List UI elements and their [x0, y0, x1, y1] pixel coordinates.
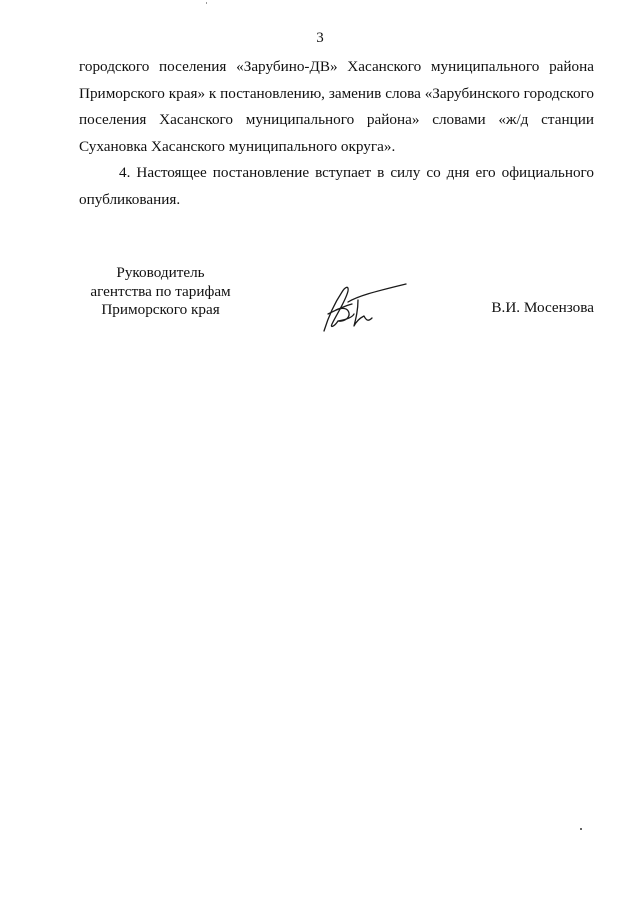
scan-dot: [580, 828, 582, 830]
document-body: [79, 54, 594, 213]
scan-mark: [206, 2, 207, 4]
page-number: 3: [316, 30, 324, 46]
paragraph-4: 4. Настоящее постановление вступает в силу со дня его официального опубликования.: [79, 164, 594, 208]
paragraph-continuation: городского поселения «Зарубино-ДВ» Хасанского муниципального района Приморского края» к постановлению, заменив слова «Зарубинского городского поселения Хасанского муниципального района» словами «ж/д станции Сухановка Хасанского муниципального округа».: [79, 58, 594, 155]
signer-title: [78, 264, 243, 320]
signature-block: [0, 264, 640, 344]
handwritten-signature: [318, 274, 408, 334]
signer-title-line: Руководитель: [116, 264, 205, 281]
signer-title-line: агентства по тарифам: [90, 282, 231, 300]
signer-name: В.И. Мосензова: [491, 299, 594, 316]
signer-title-line: Приморского края: [101, 301, 220, 318]
